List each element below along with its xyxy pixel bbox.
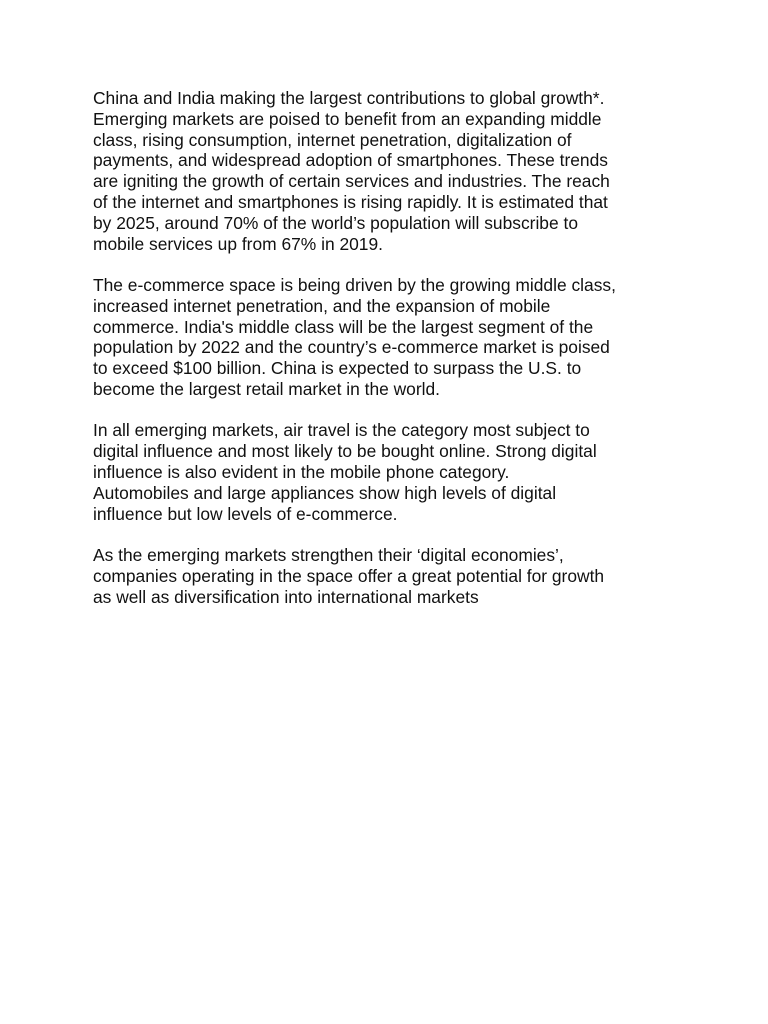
text-line: population by 2022 and the country’s e-commerce market is poised xyxy=(93,337,610,358)
text-line: China and India making the largest contributions to global growth*. xyxy=(93,88,605,108)
text-line: influence is also evident in the mobile phone category. xyxy=(93,461,510,482)
paragraph-digital-influence xyxy=(93,420,693,524)
text-line: digital influence and most likely to be bought online. Strong digital xyxy=(93,441,597,462)
text-line: increased internet penetration, and the expansion of mobile xyxy=(93,295,551,316)
text-line: The e-commerce space is being driven by the growing middle class, xyxy=(93,274,616,295)
paragraph-ecommerce xyxy=(93,275,693,400)
document-body xyxy=(93,88,693,607)
paragraph-global-growth xyxy=(93,88,693,254)
text-line: Automobiles and large appliances show high levels of digital xyxy=(93,482,557,503)
text-line: mobile services up from 67% in 2019. xyxy=(93,233,383,254)
text-line: commerce. India's middle class will be the largest segment of the xyxy=(93,316,594,337)
text-line: As the emerging markets strengthen their ‘digital economies’, xyxy=(93,544,564,565)
text-line: payments, and widespread adoption of smartphones. These trends xyxy=(93,150,608,171)
text-line: class, rising consumption, internet penetration, digitalization of xyxy=(93,129,572,150)
text-line: Emerging markets are poised to benefit from an expanding middle xyxy=(93,108,602,129)
text-line: In all emerging markets, air travel is the category most subject to xyxy=(93,420,590,441)
paragraph-digital-economies xyxy=(93,545,693,607)
text-line: by 2025, around 70% of the world’s population will subscribe to xyxy=(93,212,578,233)
text-line: become the largest retail market in the world. xyxy=(93,378,441,399)
text-line: to exceed $100 billion. China is expected to surpass the U.S. to xyxy=(93,358,582,379)
text-line: companies operating in the space offer a great potential for growth xyxy=(93,565,605,586)
text-line: influence but low levels of e-commerce. xyxy=(93,503,398,524)
text-line: of the internet and smartphones is rising rapidly. It is estimated that xyxy=(93,191,608,212)
text-line: are igniting the growth of certain services and industries. The reach xyxy=(93,171,610,192)
text-line: as well as diversification into international markets xyxy=(93,586,479,607)
